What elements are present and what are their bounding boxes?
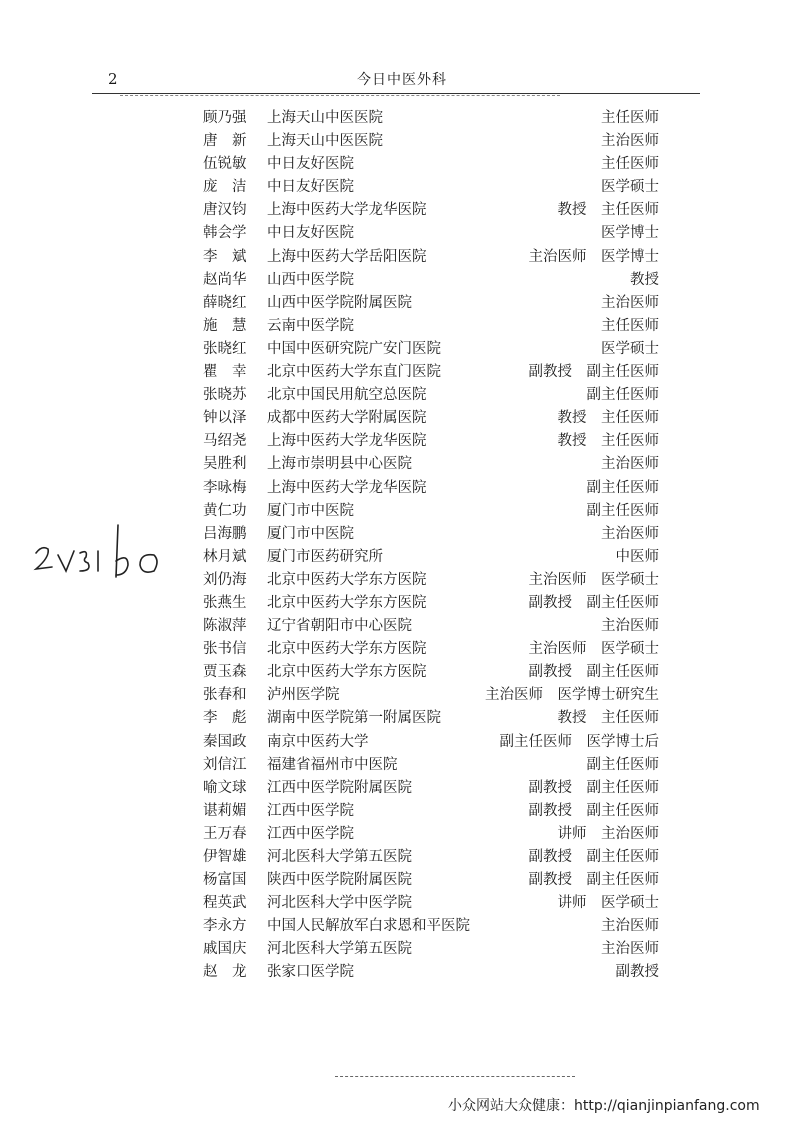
titles: 副教授 副主任医师 <box>528 364 659 381</box>
list-item <box>203 846 659 869</box>
institution: 北京中国民用航空总医院 <box>267 387 427 404</box>
titles: 副主任医师 <box>586 756 659 773</box>
person-name: 瞿 幸 <box>203 364 247 381</box>
institution: 南京中医药大学 <box>267 733 369 750</box>
person-name: 赵 龙 <box>203 964 247 981</box>
titles: 主治医师 <box>601 133 659 150</box>
list-item <box>203 153 659 176</box>
list-item <box>203 754 659 777</box>
person-name: 庞 洁 <box>203 179 247 196</box>
person-name: 李咏梅 <box>203 479 247 496</box>
person-name: 刘信江 <box>203 756 247 773</box>
institution: 厦门市中医院 <box>267 525 354 542</box>
institution: 上海中医药大学岳阳医院 <box>267 248 427 265</box>
institution: 湖南中医学院第一附属医院 <box>267 710 441 727</box>
person-name: 贾玉森 <box>203 664 247 681</box>
institution: 河北医科大学中医学院 <box>267 895 412 912</box>
person-name: 王万春 <box>203 825 247 842</box>
list-item <box>203 892 659 915</box>
list-item <box>203 269 659 292</box>
list-item <box>203 661 659 684</box>
page-number: 2 <box>108 70 118 88</box>
titles: 医学硕士 <box>601 179 659 196</box>
institution: 上海中医药大学龙华医院 <box>267 433 427 450</box>
institution: 山西中医学院 <box>267 271 354 288</box>
institution: 江西中医学院 <box>267 825 354 842</box>
person-name: 顾乃强 <box>203 110 247 126</box>
institution: 江西中医学院 <box>267 802 354 819</box>
titles: 副主任医师 <box>586 502 659 519</box>
titles: 主任医师 <box>601 317 659 334</box>
institution: 河北医科大学第五医院 <box>267 849 412 865</box>
titles: 教授 主任医师 <box>557 410 659 427</box>
titles: 主治医师 <box>601 525 659 542</box>
titles: 主治医师 <box>601 918 659 935</box>
titles: 教授 主任医师 <box>557 433 659 450</box>
person-name: 韩会学 <box>203 225 247 242</box>
institution: 张家口医学院 <box>267 964 354 981</box>
institution: 北京中医药大学东方医院 <box>267 594 427 611</box>
person-name: 李 斌 <box>203 248 247 265</box>
list-item <box>203 338 659 361</box>
person-name: 杨富国 <box>203 872 247 889</box>
titles: 讲师 主治医师 <box>557 825 659 842</box>
person-name: 吴胜利 <box>203 456 247 473</box>
titles: 主任医师 <box>601 156 659 173</box>
person-name: 张燕生 <box>203 594 247 611</box>
person-name: 钟以泽 <box>203 410 247 427</box>
person-name: 张春和 <box>203 687 247 704</box>
institution: 中国中医研究院广安门医院 <box>267 340 441 357</box>
titles: 主治医师 <box>601 941 659 958</box>
institution: 山西中医学院附属医院 <box>267 294 412 311</box>
institution: 北京中医药大学东方医院 <box>267 641 427 658</box>
list-item <box>203 869 659 892</box>
list-item <box>203 199 659 222</box>
institution: 成都中医药大学附属医院 <box>267 410 427 427</box>
institution: 陕西中医学院附属医院 <box>267 872 412 889</box>
handwritten-note <box>28 505 178 585</box>
list-item <box>203 361 659 384</box>
list-item <box>203 130 659 153</box>
titles: 医学博士 <box>601 225 659 242</box>
titles: 主治医师 <box>601 456 659 473</box>
person-name: 施 慧 <box>203 317 247 334</box>
institution: 云南中医学院 <box>267 317 354 334</box>
institution: 北京中医药大学东方医院 <box>267 664 427 681</box>
list-item <box>203 684 659 707</box>
person-name: 唐 新 <box>203 133 247 150</box>
person-name: 秦国政 <box>203 733 247 750</box>
institution: 中日友好医院 <box>267 156 354 173</box>
titles: 教授 主任医师 <box>557 710 659 727</box>
person-name: 薛晓红 <box>203 294 247 311</box>
person-name: 李 彪 <box>203 710 247 727</box>
titles: 副教授 <box>615 964 659 981</box>
titles: 副主任医师 医学博士后 <box>499 733 659 750</box>
person-name: 喻文球 <box>203 779 247 796</box>
header-rule-dashed <box>120 95 560 96</box>
titles: 副主任医师 <box>586 479 659 496</box>
titles: 医学硕士 <box>601 340 659 357</box>
list-item <box>203 176 659 199</box>
running-title: 今日中医外科 <box>357 72 447 88</box>
person-name: 林月斌 <box>203 548 247 565</box>
list-item <box>203 315 659 338</box>
contributor-list <box>203 107 659 985</box>
institution: 泸州医学院 <box>267 687 340 704</box>
titles: 讲师 医学硕士 <box>557 895 659 912</box>
titles: 主治医师 <box>601 294 659 311</box>
person-name: 陈淑萍 <box>203 618 247 635</box>
institution: 中国人民解放军白求恩和平医院 <box>267 918 470 935</box>
list-item <box>203 384 659 407</box>
list-item <box>203 800 659 823</box>
institution: 厦门市医药研究所 <box>267 548 383 565</box>
list-item <box>203 777 659 800</box>
institution: 中日友好医院 <box>267 179 354 196</box>
list-item <box>203 246 659 269</box>
list-item <box>203 430 659 453</box>
footer-credit: 小众网站大众健康：http://qianjinpianfang.com <box>448 1098 760 1114</box>
person-name: 李永方 <box>203 918 247 935</box>
list-item <box>203 500 659 523</box>
list-item <box>203 292 659 315</box>
institution: 江西中医学院附属医院 <box>267 779 412 796</box>
titles: 主治医师 医学硕士 <box>528 571 659 588</box>
person-name: 张书信 <box>203 641 247 658</box>
person-name: 马绍尧 <box>203 433 247 450</box>
list-item <box>203 222 659 245</box>
list-item <box>203 915 659 938</box>
person-name: 伍锐敏 <box>203 156 247 173</box>
titles: 副教授 副主任医师 <box>528 779 659 796</box>
institution: 辽宁省朝阳市中心医院 <box>267 618 412 635</box>
person-name: 黄仁功 <box>203 502 247 519</box>
list-item <box>203 453 659 476</box>
titles: 副教授 副主任医师 <box>528 872 659 889</box>
list-item <box>203 546 659 569</box>
list-item <box>203 731 659 754</box>
institution: 厦门市中医院 <box>267 502 354 519</box>
list-item <box>203 477 659 500</box>
person-name: 赵尚华 <box>203 271 247 288</box>
list-item <box>203 592 659 615</box>
titles: 主治医师 医学博士研究生 <box>485 687 659 704</box>
institution: 福建省福州市中医院 <box>267 756 398 773</box>
person-name: 张晓苏 <box>203 387 247 404</box>
institution: 上海中医药大学龙华医院 <box>267 202 427 219</box>
institution: 北京中医药大学东方医院 <box>267 571 427 588</box>
footer-rule <box>335 1076 575 1077</box>
institution: 上海天山中医医院 <box>267 110 383 126</box>
titles: 教授 <box>630 271 659 288</box>
titles: 副教授 副主任医师 <box>528 594 659 611</box>
list-item <box>203 961 659 984</box>
titles: 中医师 <box>615 548 659 565</box>
list-item <box>203 615 659 638</box>
list-item <box>203 523 659 546</box>
list-item <box>203 638 659 661</box>
person-name: 唐汉钧 <box>203 202 247 219</box>
person-name: 吕海鹏 <box>203 525 247 542</box>
titles: 副教授 副主任医师 <box>528 849 659 865</box>
titles: 主治医师 <box>601 618 659 635</box>
list-item <box>203 569 659 592</box>
person-name: 伊智雄 <box>203 849 247 865</box>
list-item <box>203 938 659 961</box>
titles: 副主任医师 <box>586 387 659 404</box>
institution: 上海天山中医医院 <box>267 133 383 150</box>
person-name: 张晓红 <box>203 340 247 357</box>
titles: 副教授 副主任医师 <box>528 802 659 819</box>
institution: 中日友好医院 <box>267 225 354 242</box>
titles: 副教授 副主任医师 <box>528 664 659 681</box>
header-rule <box>92 93 700 94</box>
person-name: 谌莉媚 <box>203 802 247 819</box>
institution: 北京中医药大学东直门医院 <box>267 364 441 381</box>
list-item <box>203 107 659 130</box>
institution: 河北医科大学第五医院 <box>267 941 412 958</box>
list-item <box>203 823 659 846</box>
person-name: 戚国庆 <box>203 941 247 958</box>
person-name: 程英武 <box>203 895 247 912</box>
institution: 上海中医药大学龙华医院 <box>267 479 427 496</box>
list-item <box>203 707 659 730</box>
person-name: 刘仍海 <box>203 571 247 588</box>
titles: 教授 主任医师 <box>557 202 659 219</box>
titles: 主治医师 医学博士 <box>528 248 659 265</box>
list-item <box>203 407 659 430</box>
titles: 主任医师 <box>601 110 659 126</box>
institution: 上海市崇明县中心医院 <box>267 456 412 473</box>
titles: 主治医师 医学硕士 <box>528 641 659 658</box>
